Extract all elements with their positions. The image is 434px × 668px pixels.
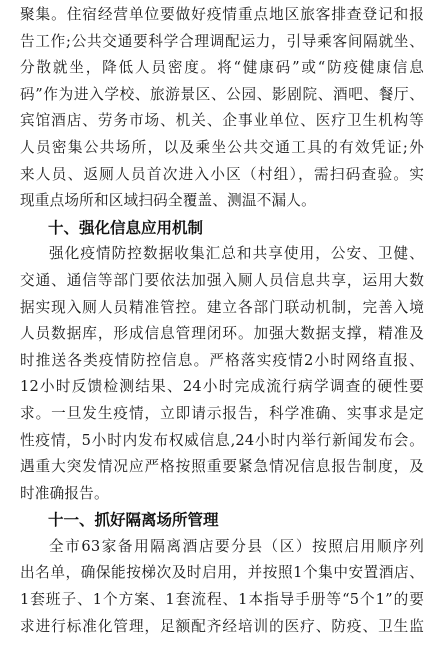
section-10 (20, 215, 424, 508)
paragraph-line: 12小时反馈检测结果、24小时完成流行病学调查的硬性要 (20, 378, 424, 396)
paragraph-line: 来人员、返厕人员首次进入小区（村组），需扫码查验。实 (20, 165, 424, 183)
paragraph-line: 时准确报告。 (20, 484, 109, 502)
paragraph-line: 码”作为进入学校、旅游景区、公园、影剧院、酒吧、餐厅、 (20, 85, 424, 103)
paragraph-line: 聚集。住宿经营单位要做好疫情重点地区旅客排查登记和报 (20, 6, 424, 23)
paragraph-line: 出名单，确保能按梯次及时启用，并按照1个集中安置酒店、 (20, 564, 424, 582)
paragraph-line: 人员数据库，形成信息管理闭环。加强大数据支撑，精准及 (20, 325, 424, 343)
paragraph-line: 现重点场所和区域扫码全覆盖、测温不漏人。 (20, 192, 316, 210)
paragraph-line: 遇重大突发情况应严格按照重要紧急情况信息报告制度，及 (20, 458, 424, 476)
paragraph-line: 性疫情，5小时内发布权威信息,24小时内举行新闻发布会。 (20, 431, 424, 449)
paragraph-line: 交通、通信等部门要依法加强入厕人员信息共享，运用大数 (20, 271, 424, 289)
paragraph-line: 1套班子、1个方案、1套流程、1本指导手册等“5个1”的要 (20, 591, 424, 609)
paragraph-line: 强化疫情防控数据收集汇总和共享使用，公安、卫健、 (49, 245, 424, 263)
paragraph-line: 全市63家备用隔离酒店要分县（区）按照启用顺序列 (49, 537, 424, 555)
paragraph-line: 人员密集公共场所，以及乘坐公共交通工具的有效凭证;外 (20, 138, 424, 156)
paragraph-line: 求进行标准化管理，足额配齐经培训的医疗、防疫、卫生监 (20, 617, 424, 635)
paragraph-line: 时推送各类疫情防控信息。严格落实疫情2小时网络直报、 (20, 351, 424, 369)
section-11 (20, 507, 424, 640)
paragraph-line: 分散就坐，降低人员密度。将“健康码”或“防疫健康信息 (20, 59, 424, 77)
section-heading: 十一、抓好隔离场所管理 (48, 511, 219, 530)
section-9-tail (20, 2, 424, 215)
paragraph-line: 宾馆酒店、劳务市场、机关、企事业单位、医疗卫生机构等 (20, 112, 424, 130)
section-heading: 十、强化信息应用机制 (48, 218, 204, 237)
paragraph-line: 告工作;公共交通要科学合理调配运力，引导乘客间隔就坐、 (20, 32, 424, 50)
paragraph-line: 求。一旦发生疫情，立即请示报告，科学准确、实事求是定 (20, 404, 424, 422)
paragraph-line: 据实现入厕人员精准管控。建立各部门联动机制，完善入境 (20, 298, 424, 316)
